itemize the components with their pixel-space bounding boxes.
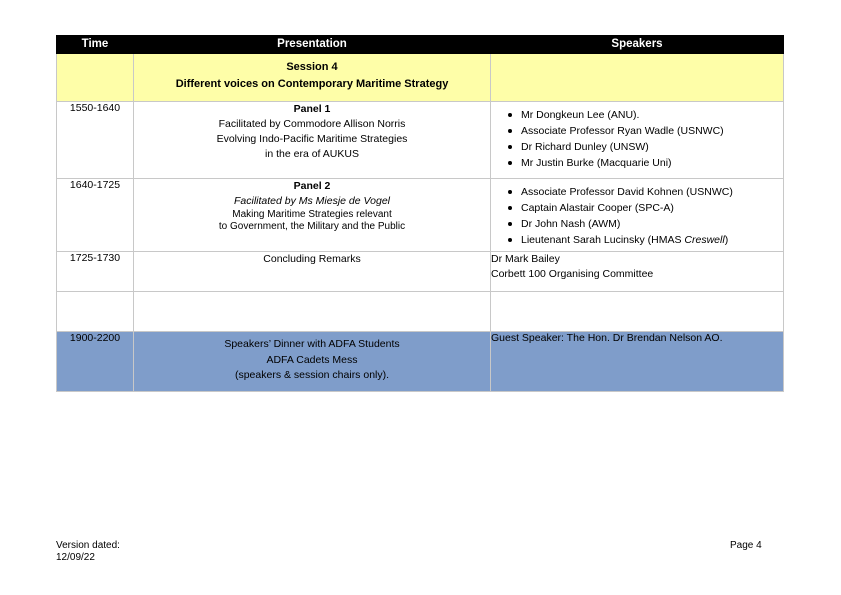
panel1-speaker-list: [491, 102, 783, 171]
concluding-speaker-role: Corbett 100 Organising Committee: [491, 268, 654, 280]
dinner-time: 1900-2200: [57, 332, 134, 392]
session-row: [57, 54, 784, 102]
empty-cell: [491, 292, 784, 332]
version-date: 12/09/22: [56, 552, 95, 563]
session-speakers-cell: [491, 54, 784, 102]
list-item: Dr John Nash (AWM): [507, 216, 783, 232]
speaker-text: Lieutenant Sarah Lucinsky (HMAS: [521, 234, 685, 246]
list-item: Associate Professor David Kohnen (USNWC): [507, 184, 783, 200]
panel1-topic-line1: Evolving Indo-Pacific Maritime Strategies: [216, 133, 408, 145]
version-label: Version dated:: [56, 540, 120, 551]
panel2-presentation: [134, 179, 491, 252]
version-footer: [56, 540, 120, 564]
panel1-topic-line2: in the era of AUKUS: [265, 148, 359, 160]
ship-name: Creswell: [684, 234, 725, 246]
concluding-presentation: [134, 252, 491, 292]
dinner-row: [57, 332, 784, 392]
list-item: Associate Professor Ryan Wadle (USNWC): [507, 123, 783, 139]
dinner-line2: ADFA Cadets Mess: [266, 353, 358, 366]
list-item: Captain Alastair Cooper (SPC-A): [507, 200, 783, 216]
session-subtitle: Different voices on Contemporary Maritime Strategy: [175, 78, 449, 90]
panel2-title: Panel 2: [293, 180, 331, 192]
panel1-presentation: [134, 102, 491, 179]
header-row: [57, 36, 784, 54]
table-row: [57, 102, 784, 179]
panel1-time: 1550-1640: [57, 102, 134, 179]
speaker-text-end: ): [724, 234, 729, 246]
schedule-table: [56, 35, 784, 392]
panel1-facilitator: Facilitated by Commodore Allison Norris: [218, 118, 406, 130]
concluding-speaker-name: Dr Mark Bailey: [491, 253, 560, 265]
header-presentation: Presentation: [134, 36, 491, 54]
panel2-speaker-list: [491, 179, 783, 248]
dinner-line1: Speakers’ Dinner with ADFA Students: [224, 338, 400, 350]
list-item: Mr Dongkeun Lee (ANU).: [507, 107, 783, 123]
panel1-speakers: [491, 102, 784, 179]
panel2-time: 1640-1725: [57, 179, 134, 252]
panel1-title: Panel 1: [293, 103, 331, 115]
page-number: Page 4: [730, 540, 762, 551]
panel2-speakers: [491, 179, 784, 252]
dinner-line3: (speakers & session chairs only).: [234, 369, 390, 381]
empty-cell: [57, 292, 134, 332]
list-item: [507, 232, 783, 248]
panel2-facilitator: Facilitated by Ms Miesje de Vogel: [233, 195, 390, 207]
concluding-time: 1725-1730: [57, 252, 134, 292]
header-speakers: Speakers: [491, 36, 784, 54]
dinner-presentation: [134, 332, 491, 392]
concluding-speakers: [491, 252, 784, 292]
empty-row: [57, 292, 784, 332]
session-title: Session 4: [286, 61, 338, 73]
panel2-topic-line2: to Government, the Military and the Public: [218, 221, 406, 232]
session-title-cell: [134, 54, 491, 102]
dinner-guest-speaker: Guest Speaker: The Hon. Dr Brendan Nelson AO.: [491, 332, 784, 392]
panel2-topic-line1: Making Maritime Strategies relevant: [232, 209, 392, 220]
session-time-cell: [57, 54, 134, 102]
table-row: [57, 252, 784, 292]
list-item: Mr Justin Burke (Macquarie Uni): [507, 155, 783, 171]
header-time: Time: [57, 36, 134, 54]
list-item: Dr Richard Dunley (UNSW): [507, 139, 783, 155]
table-row: [57, 179, 784, 252]
concluding-title: Concluding Remarks: [263, 253, 361, 265]
empty-cell: [134, 292, 491, 332]
